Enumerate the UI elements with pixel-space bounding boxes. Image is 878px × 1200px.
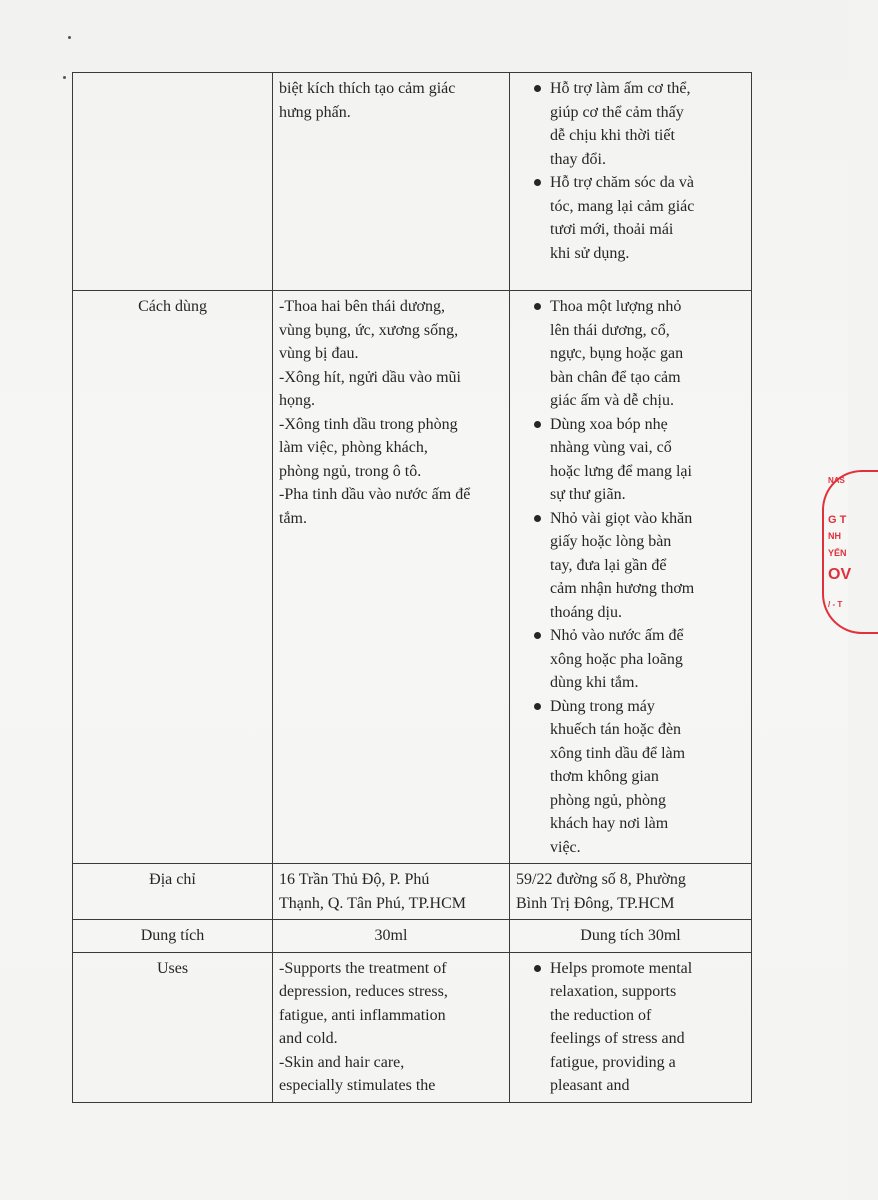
text-line: tay, đưa lại gần để xyxy=(550,556,667,574)
text-line: Thoa một lượng nhỏ xyxy=(550,298,682,315)
text-line: Dùng trong máy xyxy=(550,697,655,715)
paper-speck xyxy=(68,36,71,39)
row-label: Cách dùng xyxy=(138,298,207,315)
stamp-text: YẾN xyxy=(828,548,847,558)
stamp-text: OV xyxy=(828,566,852,583)
product-a-cell xyxy=(273,291,510,864)
product-b-cell xyxy=(510,920,752,953)
text-line: vùng bị đau. xyxy=(279,345,359,362)
product-b-cell xyxy=(510,952,752,1102)
text-line: nhàng vùng vai, cổ xyxy=(550,439,672,456)
text-line: hoặc lưng để mang lại xyxy=(550,462,692,480)
text-line: khi sử dụng. xyxy=(550,244,630,262)
row-label-cell xyxy=(73,864,273,920)
text-line: cảm nhận hương thơm xyxy=(550,580,695,597)
text-line: tắm. xyxy=(279,509,307,527)
text-line: tóc, mang lại cảm giác xyxy=(550,197,695,215)
paper-speck xyxy=(63,76,66,79)
product-b-cell xyxy=(510,73,752,291)
text-line: Nhỏ vào nước ấm để xyxy=(550,627,684,644)
text-line: -Pha tinh dầu vào nước ấm để xyxy=(279,486,471,503)
product-comparison-table xyxy=(72,72,752,1103)
row-label-cell xyxy=(73,291,273,864)
list-item xyxy=(534,624,745,695)
product-a-cell xyxy=(273,920,510,953)
table-row xyxy=(73,952,752,1102)
row-label-cell xyxy=(73,73,273,291)
text-line: -Skin and hair care, xyxy=(279,1053,405,1071)
stamp-text: NH xyxy=(828,531,841,541)
bullet-list xyxy=(516,957,745,1098)
bullet-list xyxy=(516,77,745,265)
product-a-cell xyxy=(273,73,510,291)
text-line: hưng phấn. xyxy=(279,103,351,121)
text-line: Nhỏ vài giọt vào khăn xyxy=(550,509,693,527)
row-label: Địa chỉ xyxy=(149,871,196,888)
text-line: fatigue, providing a xyxy=(550,1053,676,1071)
product-b-cell xyxy=(510,291,752,864)
text-line: giúp cơ thể cảm thấy xyxy=(550,103,684,121)
text-line: fatigue, anti inflammation xyxy=(279,1006,446,1024)
text-line: giác ấm và dễ chịu. xyxy=(550,392,674,409)
text-line: ngực, bụng hoặc gan xyxy=(550,345,684,362)
text-line: thơm không gian xyxy=(550,768,659,785)
list-item xyxy=(534,77,745,171)
text-line: -Supports the treatment of xyxy=(279,959,447,977)
text-line: the reduction of xyxy=(550,1006,652,1024)
table-row xyxy=(73,864,752,920)
text-line: dùng khi tắm. xyxy=(550,674,639,691)
text-line: xông tinh dầu để làm xyxy=(550,744,686,762)
row-label: Uses xyxy=(156,959,189,977)
text-line: sự thư giãn. xyxy=(550,486,626,503)
table-row xyxy=(73,73,752,291)
text-line: 30ml xyxy=(374,927,408,944)
stamp-text: NAS xyxy=(828,476,845,485)
text-line: dễ chịu khi thời tiết xyxy=(550,127,675,144)
text-line: khuếch tán hoặc đèn xyxy=(550,721,682,738)
text-line: Bình Trị Đông, TP.HCM xyxy=(516,894,675,912)
text-line: -Xông hít, ngửi dầu vào mũi xyxy=(279,368,461,386)
text-line: Hỗ trợ chăm sóc da và xyxy=(550,174,694,191)
text-line: relaxation, supports xyxy=(550,983,677,1000)
bullet-list xyxy=(516,295,745,859)
text-line: phòng ngủ, phòng xyxy=(550,791,666,809)
red-stamp-seal xyxy=(818,470,878,640)
list-item xyxy=(534,295,745,413)
text-line: feelings of stress and xyxy=(550,1030,685,1047)
stamp-text: / - T xyxy=(828,600,843,609)
text-line: 16 Trần Thủ Độ, P. Phú xyxy=(279,871,430,888)
text-line: thay đổi. xyxy=(550,150,606,168)
text-line: -Xông tinh dầu trong phòng xyxy=(279,415,458,433)
text-line: Dung tích 30ml xyxy=(580,927,681,944)
text-line: depression, reduces stress, xyxy=(279,983,448,1000)
text-line: biệt kích thích tạo cảm giác xyxy=(279,80,456,97)
text-line: 59/22 đường số 8, Phường xyxy=(516,871,686,888)
text-line: xông hoặc pha loãng xyxy=(550,650,683,668)
product-a-cell xyxy=(273,864,510,920)
text-line: and cold. xyxy=(279,1030,338,1047)
text-line: Dùng xoa bóp nhẹ xyxy=(550,415,668,433)
list-item xyxy=(534,171,745,265)
text-line: -Thoa hai bên thái dương, xyxy=(279,298,445,315)
text-line: khách hay nơi làm xyxy=(550,815,669,832)
row-label: Dung tích xyxy=(140,927,205,944)
text-line: Thạnh, Q. Tân Phú, TP.HCM xyxy=(279,894,466,912)
text-line: bàn chân để tạo cảm xyxy=(550,368,681,386)
product-b-cell xyxy=(510,864,752,920)
text-line: tươi mới, thoải mái xyxy=(550,221,674,238)
list-item xyxy=(534,957,745,1098)
text-line: Hỗ trợ làm ấm cơ thể, xyxy=(550,80,691,97)
text-line: vùng bụng, ức, xương sống, xyxy=(279,321,459,339)
list-item xyxy=(534,413,745,507)
text-line: làm việc, phòng khách, xyxy=(279,439,428,456)
table-row xyxy=(73,291,752,864)
text-line: phòng ngủ, trong ô tô. xyxy=(279,462,422,480)
text-line: họng. xyxy=(279,392,315,409)
list-item xyxy=(534,507,745,625)
text-line: giấy hoặc lòng bàn xyxy=(550,533,672,550)
text-line: thoáng dịu. xyxy=(550,603,622,621)
text-line: lên thái dương, cổ, xyxy=(550,321,670,339)
text-line: especially stimulates the xyxy=(279,1077,436,1094)
text-line: Helps promote mental xyxy=(550,959,693,977)
row-label-cell xyxy=(73,920,273,953)
text-line: việc. xyxy=(550,838,581,856)
list-item xyxy=(534,695,745,860)
text-line: pleasant and xyxy=(550,1077,630,1094)
row-label-cell xyxy=(73,952,273,1102)
stamp-text: G T xyxy=(828,514,847,526)
table-row xyxy=(73,920,752,953)
product-a-cell xyxy=(273,952,510,1102)
